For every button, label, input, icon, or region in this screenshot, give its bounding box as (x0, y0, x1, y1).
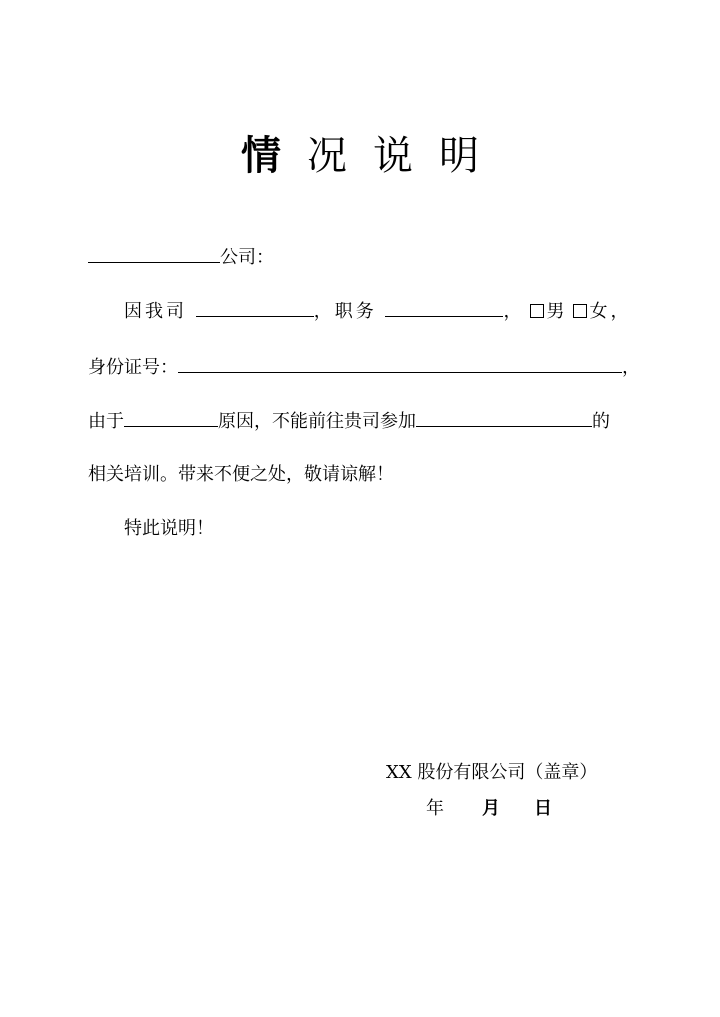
addressee-line (88, 244, 274, 271)
training-blank[interactable] (416, 408, 592, 427)
company-name-blank[interactable] (88, 244, 220, 263)
employee-line-prefix: 因我司 (124, 301, 187, 322)
reason-line (88, 408, 610, 435)
apology-line: 相关培训。带来不便之处，敬请谅解！ (88, 464, 394, 485)
id-number-label: 身份证号： (88, 357, 178, 378)
position-blank[interactable] (385, 298, 503, 317)
closing-line: 特此说明！ (124, 518, 214, 539)
position-label: ，职务 (313, 301, 377, 322)
reason-middle: 原因，不能前往贵司参加 (218, 411, 416, 432)
title-rest: 况说明 (307, 133, 505, 179)
male-checkbox[interactable] (530, 304, 544, 318)
signature-date (426, 796, 552, 822)
document-title (0, 128, 720, 184)
employee-line (124, 298, 631, 325)
comma: ， (503, 301, 525, 322)
day-label: 日 (534, 798, 552, 819)
id-line-end: ， (622, 357, 640, 378)
female-checkbox[interactable] (573, 304, 587, 318)
title-first-char: 情 (241, 132, 307, 179)
id-number-line (88, 354, 640, 381)
signature-company: XX 股份有限公司（盖章） (386, 762, 598, 783)
year-label: 年 (426, 798, 444, 819)
month-label: 月 (482, 798, 500, 819)
female-label: 女， (589, 301, 632, 322)
addressee-suffix: 公司： (220, 247, 274, 268)
id-number-blank[interactable] (178, 354, 622, 373)
reason-prefix: 由于 (88, 411, 124, 432)
employee-name-blank[interactable] (196, 298, 314, 317)
reason-end: 的 (592, 411, 610, 432)
reason-blank[interactable] (124, 408, 218, 427)
male-label: 男 (546, 301, 568, 322)
